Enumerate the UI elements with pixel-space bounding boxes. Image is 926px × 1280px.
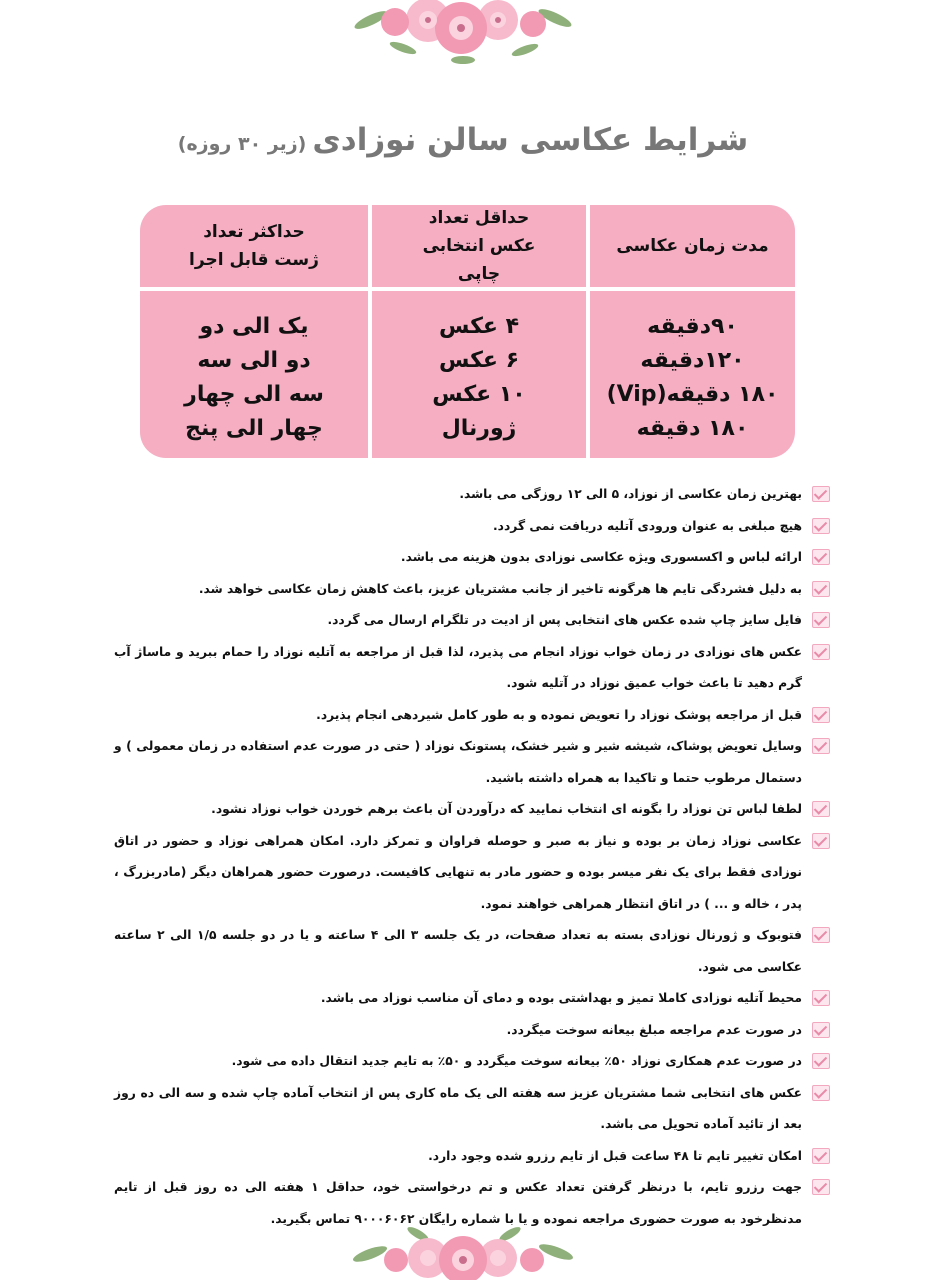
min-prints-item: ۶ عکس <box>438 347 520 373</box>
checkbox-checked-icon <box>812 990 830 1006</box>
checkbox-checked-icon <box>812 518 830 534</box>
title-subtitle: (زیر ۳۰ روزه) <box>177 133 307 155</box>
max-poses-item: یک الی دو <box>199 313 309 339</box>
checkbox-checked-icon <box>812 833 830 849</box>
rule-item: لطفا لباس تن نوزاد را بگونه ای انتخاب نمایید که درآوردن آن باعث برهم خوردن خواب نوزاد نشود. <box>114 794 830 826</box>
min-prints-item: ۴ عکس <box>438 313 520 339</box>
rule-item: عکس های نوزادی در زمان خواب نوزاد انجام می پذیرد، لذا قبل از مراجعه به آتلیه نوزاد را حمام ببرید و ماساژ آب گرم دهید تا باعث خواب عمیق نوزاد در آتلیه شود. <box>114 637 830 700</box>
checkbox-checked-icon <box>812 1148 830 1164</box>
rule-item: فتوبوک و ژورنال نوزادی بسته به تعداد صفحات، در یک جلسه ۳ الی ۴ ساعته و یا در دو جلسه ۱/۵ الی ۲ ساعته عکاسی می شود. <box>114 920 830 983</box>
conditions-table <box>140 205 795 458</box>
checkbox-checked-icon <box>812 549 830 565</box>
checkbox-checked-icon <box>812 801 830 817</box>
min-prints-item: ۱۰ عکس <box>432 381 526 407</box>
rule-item: وسایل تعویض پوشاک، شیشه شیر و شیر خشک، پستونک نوزاد ( حتی در صورت عدم استفاده در زمان معمولی ) و دستمال مرطوب حتما و تاکیدا به همراه داشته باشید. <box>114 731 830 794</box>
header-duration: مدت زمان عکاسی <box>616 236 769 256</box>
duration-item: ۱۸۰ دقیقه(Vip) <box>606 381 779 407</box>
header-min-prints: حداقل تعداد عکس انتخابی چاپی <box>422 208 536 284</box>
rule-item: عکس های انتخابی شما مشتریان عزیز سه هفته الی یک ماه کاری پس از انتخاب آماده چاپ شده و سه الی ده روز بعد از تائید آماده تحویل می باشد. <box>114 1078 830 1141</box>
duration-item: ۱۲۰دقیقه <box>640 347 745 373</box>
checkbox-checked-icon <box>812 1022 830 1038</box>
rule-item: جهت رزرو تایم، با درنظر گرفتن تعداد عکس و تم درخواستی خود، حداقل ۱ هفته الی ده روز قبل از تایم مدنظرخود به صورت حضوری مراجعه نموده و یا با شماره رایگان ۹۰۰۰۶۰۶۲ تماس بگیرید. <box>114 1172 830 1235</box>
flower-garland-bottom-icon <box>348 1218 578 1280</box>
rule-item: فایل سایز چاپ شده عکس های انتخابی پس از ادیت در تلگرام ارسال می گردد. <box>114 605 830 637</box>
title-main: شرایط عکاسی سالن نوزادی <box>312 122 749 158</box>
rule-item: قبل از مراجعه پوشک نوزاد را تعویض نموده و به طور کامل شیردهی انجام پذیرد. <box>114 700 830 732</box>
checkbox-checked-icon <box>812 707 830 723</box>
rule-item: در صورت عدم همکاری نوزاد ۵۰٪ بیعانه سوخت میگردد و ۵۰٪ به تایم جدید انتقال داده می شود. <box>114 1046 830 1078</box>
checkbox-checked-icon <box>812 612 830 628</box>
max-poses-cell <box>140 297 368 458</box>
checkbox-checked-icon <box>812 738 830 754</box>
header-max-poses: حداکثر تعداد ژست قابل اجرا <box>189 222 319 270</box>
rule-item: بهترین زمان عکاسی از نوزاد، ۵ الی ۱۲ روزگی می باشد. <box>114 479 830 511</box>
rules-list <box>114 479 830 1235</box>
rule-item: محیط آتلیه نوزادی کاملا تمیز و بهداشتی بوده و دمای آن مناسب نوزاد می باشد. <box>114 983 830 1015</box>
rule-item: عکاسی نوزاد زمان بر بوده و نیاز به صبر و حوصله فراوان و تمرکز دارد. امکان همراهی نوزاد و حضور در اتاق نوزادی فقط برای یک نفر میسر بوده و حضور مادر به تنهایی کافیست. درصورت حضور همراهان دیگر (مادربزرگ ، پدر ، خاله و ... ) در اتاق انتظار همراهی خواهند نمود. <box>114 826 830 921</box>
max-poses-item: دو الی سه <box>197 347 311 373</box>
flower-garland-top-icon <box>343 0 583 75</box>
min-prints-item: ژورنال <box>441 415 517 441</box>
rule-item: در صورت عدم مراجعه مبلغ بیعانه سوخت میگردد. <box>114 1015 830 1047</box>
page-title <box>0 122 926 158</box>
checkbox-checked-icon <box>812 644 830 660</box>
checkbox-checked-icon <box>812 1179 830 1195</box>
checkbox-checked-icon <box>812 927 830 943</box>
duration-item: ۹۰دقیقه <box>647 313 738 339</box>
durations-cell <box>590 297 795 458</box>
max-poses-item: چهار الی پنج <box>185 415 323 441</box>
min-prints-cell <box>372 297 586 458</box>
rule-item: هیچ مبلغی به عنوان ورودی آتلیه دریافت نمی گردد. <box>114 511 830 543</box>
checkbox-checked-icon <box>812 581 830 597</box>
checkbox-checked-icon <box>812 1085 830 1101</box>
rule-item: ارائه لباس و اکسسوری ویژه عکاسی نوزادی بدون هزینه می باشد. <box>114 542 830 574</box>
duration-item: ۱۸۰ دقیقه <box>636 415 749 441</box>
max-poses-item: سه الی چهار <box>184 381 324 407</box>
checkbox-checked-icon <box>812 486 830 502</box>
rule-item: امکان تغییر تایم تا ۴۸ ساعت قبل از تایم رزرو شده وجود دارد. <box>114 1141 830 1173</box>
rule-item: به دلیل فشردگی تایم ها هرگونه تاخیر از جانب مشتریان عزیز، باعث کاهش زمان عکاسی خواهد شد. <box>114 574 830 606</box>
checkbox-checked-icon <box>812 1053 830 1069</box>
